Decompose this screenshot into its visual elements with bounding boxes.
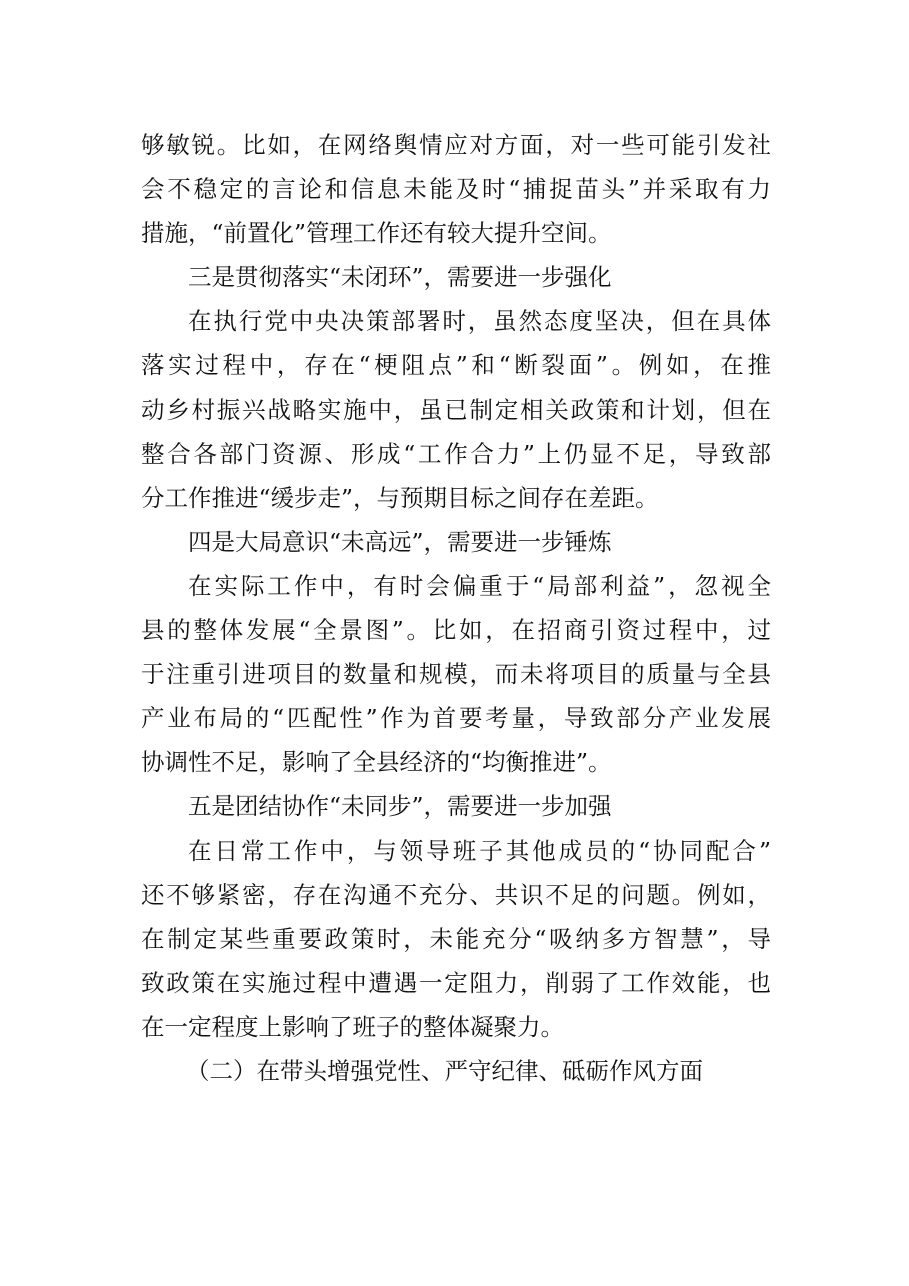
paragraph-line: 还不够紧密，存在沟通不充分、共识不足的问题。例如， <box>141 880 771 909</box>
section-heading-4: 四是大局意识“未高远”，需要进一步锤炼 <box>188 527 612 556</box>
paragraph-line: 在执行党中央决策部署时，虽然态度坚决，但在具体 <box>188 307 771 336</box>
paragraph-line: 动乡村振兴战略实施中，虽已制定相关政策和计划，但在 <box>141 395 771 424</box>
paragraph-line: 落实过程中，存在“梗阻点”和“断裂面”。例如，在推 <box>141 351 771 380</box>
paragraph-line: 整合各部门资源、形成“工作合力”上仍显不足，导致部 <box>141 439 771 468</box>
paragraph-line: 于注重引进项目的数量和规模，而未将项目的质量与全县 <box>141 660 771 689</box>
paragraph-line: 致政策在实施过程中遭遇一定阻力，削弱了工作效能，也 <box>141 968 771 997</box>
section-heading-2: （二）在带头增强党性、严守纪律、砥砺作风方面 <box>186 1056 703 1085</box>
body-text <box>141 123 771 1093</box>
paragraph-line: 够敏锐。比如，在网络舆情应对方面，对一些可能引发社 <box>141 131 771 159</box>
section-heading-5: 五是团结协作“未同步”，需要进一步加强 <box>188 792 612 821</box>
section-heading-3: 三是贯彻落实“未闭环”，需要进一步强化 <box>188 263 612 292</box>
paragraph-line: 在实际工作中，有时会偏重于“局部利益”，忽视全 <box>188 571 771 600</box>
paragraph-line: 分工作推进“缓步走”，与预期目标之间存在差距。 <box>141 483 659 512</box>
paragraph-line: 产业布局的“匹配性”作为首要考量，导致部分产业发展 <box>141 704 771 733</box>
paragraph-line: 在制定某些重要政策时，未能充分“吸纳多方智慧”，导 <box>141 924 771 953</box>
paragraph-line: 会不稳定的言论和信息未能及时“捕捉苗头”并采取有力 <box>141 175 771 204</box>
paragraph-line: 在一定程度上影响了班子的整体凝聚力。 <box>141 1012 564 1041</box>
paragraph-line: 措施，“前置化”管理工作还有较大提升空间。 <box>141 219 612 248</box>
paragraph-line: 在日常工作中，与领导班子其他成员的“协同配合” <box>188 836 771 865</box>
paragraph-line: 县的整体发展“全景图”。比如，在招商引资过程中，过 <box>141 616 771 645</box>
paragraph-line: 协调性不足，影响了全县经济的“均衡推进”。 <box>141 748 612 777</box>
